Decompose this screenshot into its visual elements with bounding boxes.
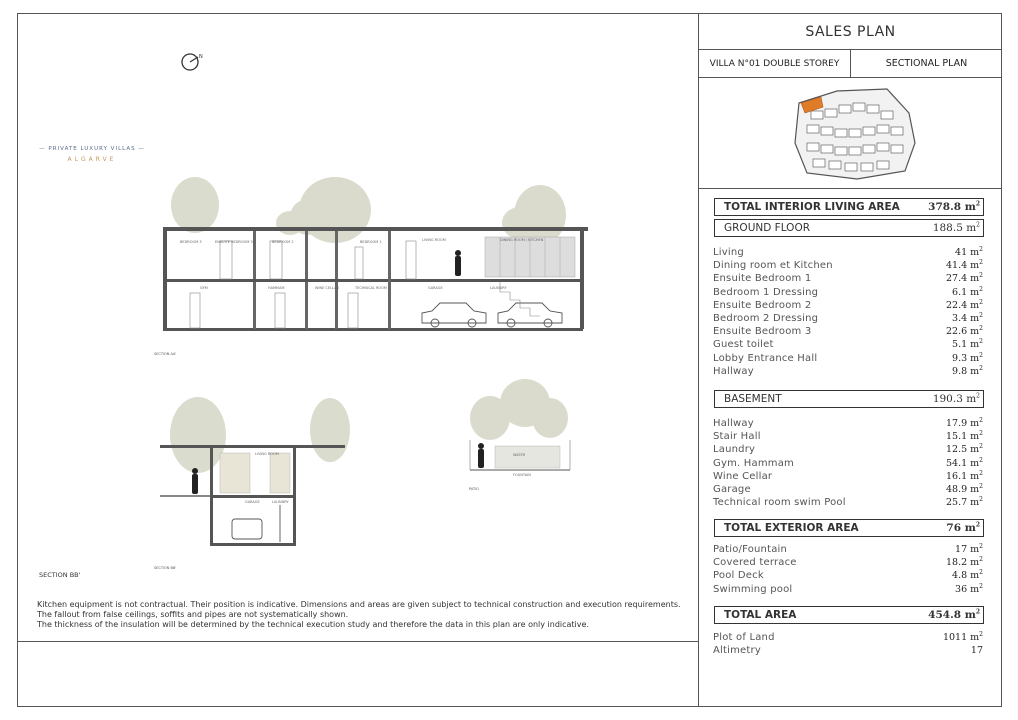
area-value: 41.4 $m^2$ [945, 259, 983, 272]
area-row [713, 286, 983, 299]
brand-logo [32, 146, 152, 163]
area-value: 3.4 $m^2$ [952, 311, 983, 325]
disclaimer-text [37, 600, 692, 631]
area-value: 9.8 $m^2$ [952, 364, 983, 377]
area-value: 12.5 $m^2$ [945, 443, 983, 456]
room-label: WATER [513, 453, 526, 457]
section-bb-small-label: SECTION BB' [154, 566, 177, 570]
footer-divider [17, 641, 698, 642]
plan-type: SECTIONAL PLAN [851, 50, 1002, 78]
panel-title: SALES PLAN [699, 14, 1002, 50]
area-name: Bedroom 2 Dressing [713, 313, 819, 325]
site-map-icon [787, 83, 917, 183]
section-aa-label: SECTION AA' [154, 352, 177, 356]
area-value: 41 $m^2$ [955, 245, 983, 259]
room-label: HAMMAM [268, 286, 285, 290]
disclaimer-line: The thickness of the insulation will be determined by the technical execution study and therefore the data in this plan are only indicative. [37, 620, 589, 630]
brand-region: ALGARVE [67, 156, 117, 163]
area-name: Ensuite Bedroom 1 [713, 273, 812, 285]
room-label: GYM [200, 286, 208, 290]
area-name: Wine Cellar [713, 470, 773, 482]
area-row [713, 312, 983, 325]
area-name: Laundry [713, 444, 756, 456]
room-label: TECHNICAL ROOM [355, 286, 387, 290]
disclaimer-line: Kitchen equipment is not contractual. Their position is indicative. Dimensions and areas are given subject to technical construction and execution requirements. [37, 600, 681, 609]
section-bb-drawing [160, 395, 355, 550]
total-interior-box: TOTAL INTERIOR LIVING AREA 378.8 $m^2$ [714, 198, 984, 216]
area-row [713, 443, 983, 456]
north-compass-icon [181, 51, 203, 73]
area-value: 27.4 $m^2$ [945, 272, 983, 285]
room-label: LAUNDRY [490, 286, 507, 290]
total-interior-value: 378.8 m [928, 201, 976, 213]
patio-drawing [465, 378, 575, 488]
brand-name: — PRIVATE LUXURY VILLAS — [39, 146, 145, 152]
room-label: WINE CELLAR [315, 286, 339, 290]
area-row [713, 417, 983, 430]
ground-floor-box: GROUND FLOOR 188.5 $m^2$ [714, 219, 984, 237]
area-row [713, 365, 983, 378]
panel-separator [699, 188, 1002, 189]
area-value: 9.3 $m^2$ [952, 351, 983, 364]
area-value: 18.2 $m^2$ [945, 556, 983, 569]
room-label: LAUNDRY [272, 500, 289, 504]
total-exterior-box: TOTAL EXTERIOR AREA 76 $m^2$ [714, 519, 984, 537]
area-value: 16.1 $m^2$ [945, 469, 983, 482]
area-name: Patio/Fountain [713, 544, 788, 556]
area-name: Lobby Entrance Hall [713, 352, 818, 364]
tree-icon [170, 397, 350, 473]
area-row [713, 299, 983, 312]
ground-floor-label: GROUND FLOOR [724, 222, 810, 234]
total-area-label: TOTAL AREA [724, 609, 797, 621]
room-label: DINING ROOM / KITCHEN [500, 238, 544, 242]
basement-rows [713, 417, 983, 509]
section-aa-drawing [160, 175, 590, 335]
area-name: Garage [713, 484, 751, 496]
panel-divider [698, 13, 699, 707]
section-bb-label: SECTION BB' [39, 571, 81, 579]
room-label: GARAGE [428, 286, 443, 290]
area-name: Gym. Hammam [713, 457, 794, 469]
area-row [713, 259, 983, 272]
area-row [713, 496, 983, 509]
basement-box: BASEMENT 190.3 $m^2$ [714, 390, 984, 408]
area-value: 17.9 $m^2$ [945, 416, 983, 430]
compass-label: N [199, 54, 203, 60]
area-row [713, 631, 983, 644]
tree-icon [171, 177, 566, 245]
area-row [713, 325, 983, 338]
area-value: 6.1 $m^2$ [952, 285, 983, 298]
area-name: Plot of Land [713, 632, 775, 644]
area-name: Altimetry [713, 645, 761, 657]
area-row [713, 430, 983, 443]
area-name: Technical room swim Pool [713, 497, 846, 509]
room-label: BEDROOM 2 [272, 240, 294, 244]
area-value: 1011 $m^2$ [942, 630, 983, 644]
area-name: Dining room et Kitchen [713, 260, 833, 272]
area-row [713, 583, 983, 596]
area-name: Pool Deck [713, 570, 764, 582]
area-value: 54.1 $m^2$ [945, 456, 983, 469]
basement-label: BASEMENT [724, 393, 782, 405]
area-row [713, 543, 983, 556]
area-row [713, 470, 983, 483]
area-name: Hallway [713, 418, 754, 430]
area-name: Bedroom 1 Dressing [713, 286, 819, 298]
area-value: 5.1 $m^2$ [952, 338, 983, 351]
disclaimer-line: The fallout from false ceilings, soffits and pipes are not systematically shown. [37, 610, 349, 620]
total-exterior-label: TOTAL EXTERIOR AREA [724, 522, 859, 534]
ground-floor-value: 188.5 m [932, 222, 977, 234]
area-row [713, 272, 983, 285]
basement-value: 190.3 m [932, 393, 977, 405]
area-value: 15.1 $m^2$ [945, 430, 983, 443]
room-label: ENSUITE BEDROOM 3 [215, 240, 253, 244]
area-name: Living [713, 247, 744, 259]
area-name: Covered terrace [713, 557, 797, 569]
total-area-box: TOTAL AREA 454.8 $m^2$ [714, 606, 984, 624]
exterior-rows [713, 543, 983, 596]
room-label: GARAGE [245, 500, 260, 504]
area-row [713, 338, 983, 351]
area-row [713, 556, 983, 569]
room-label: BEDROOM 1 [360, 240, 382, 244]
land-rows [713, 631, 983, 657]
room-label: FOUNTAIN [513, 473, 531, 477]
area-value: 4.8 $m^2$ [952, 569, 983, 582]
area-value: 22.6 $m^2$ [945, 325, 983, 338]
area-value: 48.9 $m^2$ [945, 482, 983, 496]
area-name: Hallway [713, 365, 754, 377]
area-value: 17 [970, 645, 983, 657]
room-label: BEDROOM 3 [180, 240, 202, 244]
area-name: Ensuite Bedroom 2 [713, 299, 812, 311]
ground-floor-rows [713, 246, 983, 378]
patio-label: PATIO [469, 487, 479, 491]
area-row [713, 457, 983, 470]
villa-name: VILLA N°01 DOUBLE STOREY [699, 50, 851, 78]
area-name: Swimming pool [713, 583, 793, 595]
room-label: LIVING ROOM [255, 452, 279, 456]
room-label: LIVING ROOM [422, 238, 446, 242]
area-name: Guest toilet [713, 339, 774, 351]
area-row [713, 644, 983, 657]
area-name: Stair Hall [713, 431, 761, 443]
area-value: 17 $m^2$ [955, 542, 983, 556]
total-area-value: 454.8 m [928, 609, 976, 621]
area-value: 25.7 $m^2$ [945, 496, 983, 509]
area-value: 36 $m^2$ [955, 582, 983, 595]
area-row [713, 352, 983, 365]
area-row [713, 246, 983, 259]
total-interior-label: TOTAL INTERIOR LIVING AREA [724, 201, 900, 213]
area-row [713, 569, 983, 582]
tree-icon [470, 379, 568, 440]
area-row [713, 483, 983, 496]
area-name: Ensuite Bedroom 3 [713, 326, 812, 338]
area-value: 22.4 $m^2$ [945, 298, 983, 311]
total-exterior-value: 76 m [946, 522, 976, 534]
